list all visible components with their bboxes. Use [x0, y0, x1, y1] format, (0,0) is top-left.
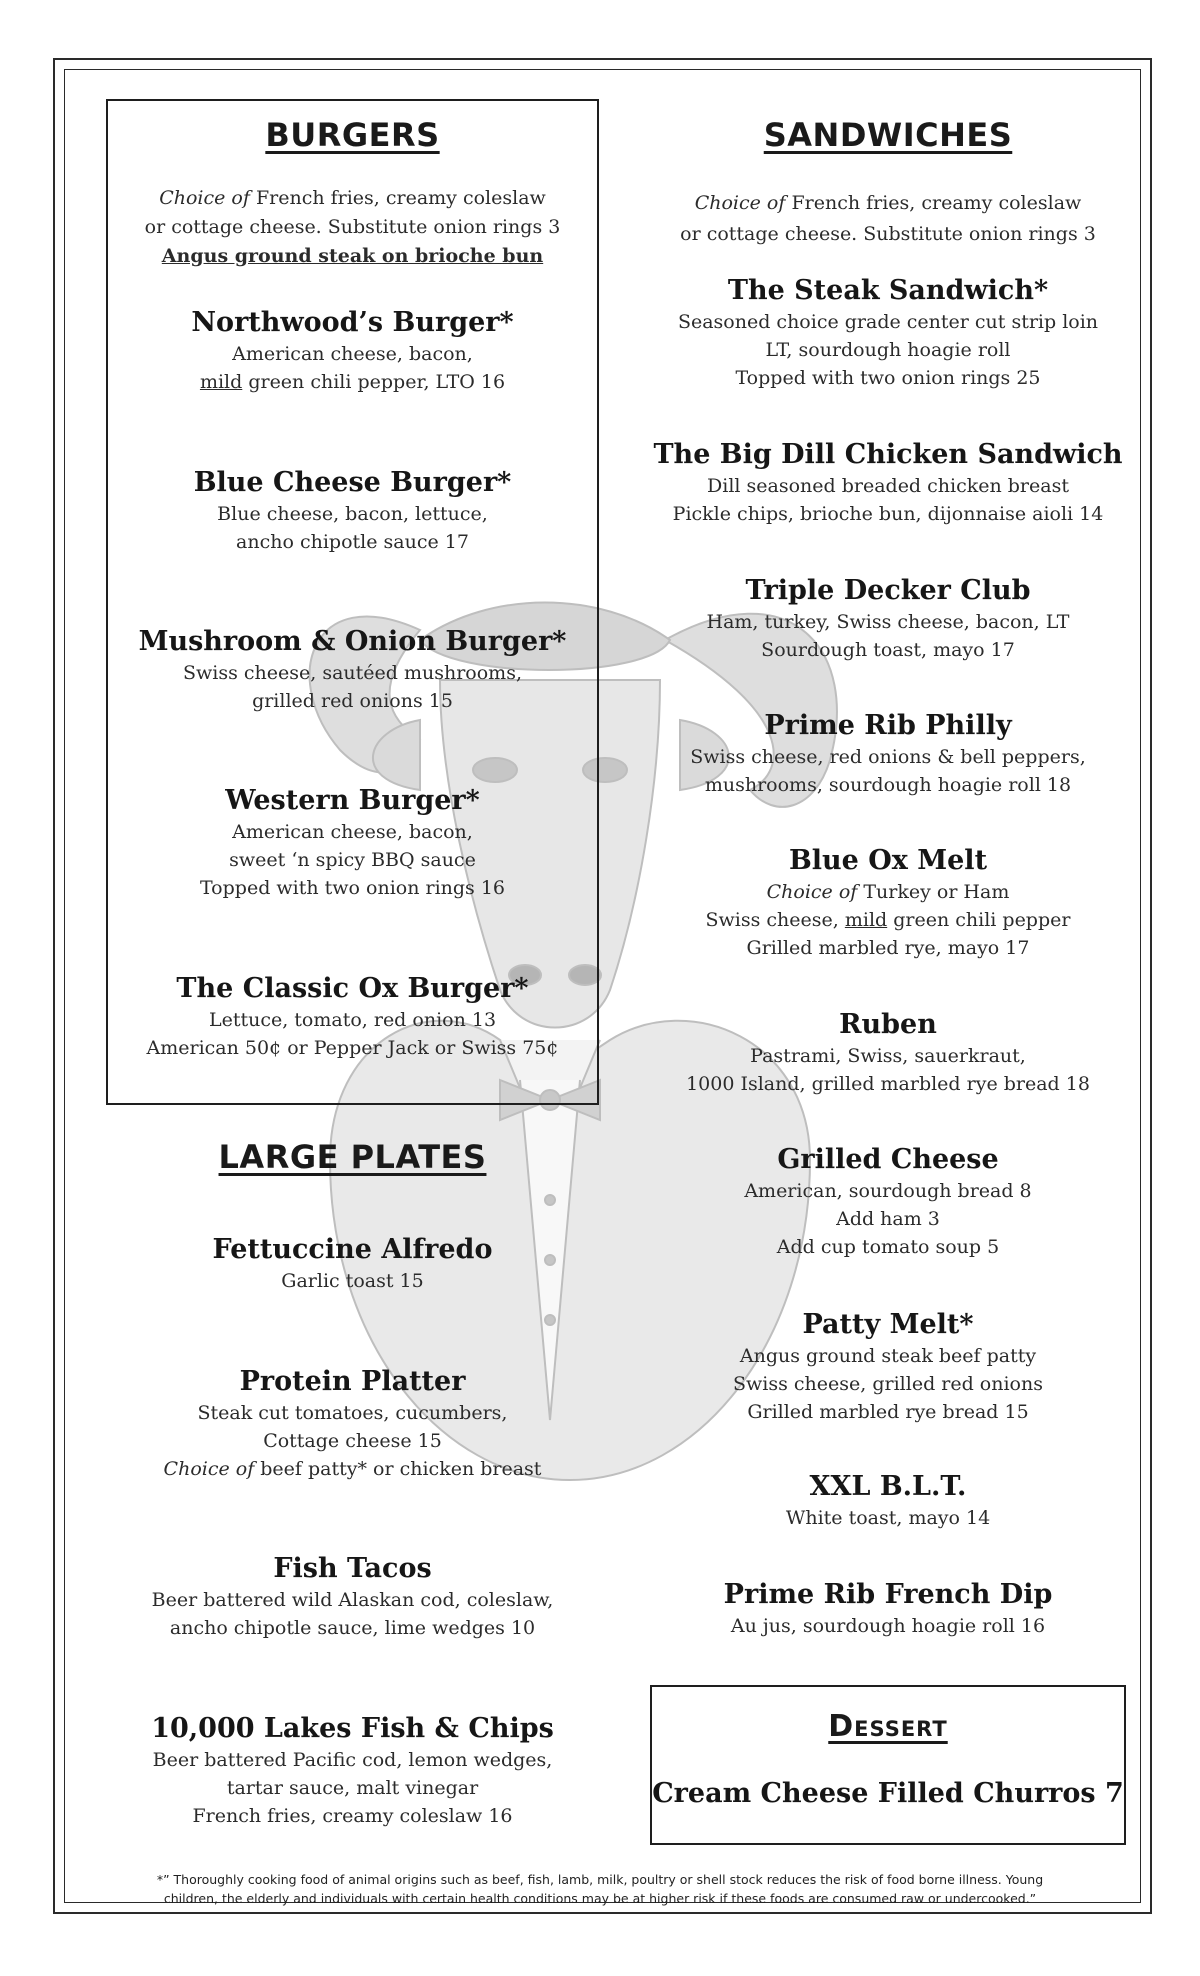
item-desc: tartar sauce, malt vinegar: [226, 1777, 479, 1799]
sandwiches-intro: [620, 188, 1156, 250]
item-desc: Steak cut tomatoes, cucumbers,: [197, 1402, 508, 1424]
menu-item: [106, 306, 599, 396]
dessert-item: Cream Cheese Filled Churros 7: [652, 1778, 1124, 1809]
burgers-intro: [106, 184, 599, 271]
menu-item: [106, 1365, 599, 1483]
sandwiches-intro-line1: Choice of French fries, creamy coleslaw: [694, 192, 1082, 214]
item-desc: Swiss cheese, sautéed mushrooms,: [183, 662, 522, 684]
item-name: Triple Decker Club: [745, 575, 1031, 606]
item-desc: American cheese, bacon,: [232, 821, 473, 843]
item-desc: Swiss cheese, red onions & bell peppers,: [690, 746, 1086, 768]
item-desc: ancho chipotle sauce 17: [236, 531, 469, 553]
item-desc: Grilled marbled rye, mayo 17: [746, 937, 1030, 959]
item-desc: Lettuce, tomato, red onion 13: [208, 1009, 497, 1031]
item-desc: Garlic toast 15: [281, 1270, 424, 1292]
item-desc: American, sourdough bread 8: [744, 1180, 1032, 1202]
item-name: 10,000 Lakes Fish & Chips: [151, 1713, 554, 1744]
item-name: Blue Ox Melt: [788, 845, 988, 876]
item-name: Prime Rib French Dip: [723, 1579, 1053, 1610]
item-desc: sweet ‘n spicy BBQ sauce: [229, 849, 476, 871]
item-desc: Au jus, sourdough hoagie roll 16: [730, 1615, 1046, 1637]
item-desc: ancho chipotle sauce, lime wedges 10: [169, 1617, 536, 1639]
item-desc: Dill seasoned breaded chicken breast: [707, 475, 1069, 497]
menu-item: [620, 844, 1156, 962]
item-desc: American cheese, bacon,: [232, 343, 473, 365]
item-name: Patty Melt*: [802, 1309, 974, 1340]
item-desc: Pickle chips, brioche bun, dijonnaise aioli 14: [672, 503, 1104, 525]
sandwiches-intro-line2: or cottage cheese. Substitute onion rings 3: [680, 223, 1096, 245]
menu-item: [106, 1233, 599, 1295]
item-name: Prime Rib Philly: [764, 710, 1012, 741]
item-desc: Pastrami, Swiss, sauerkraut,: [750, 1045, 1026, 1067]
menu-item: [620, 709, 1156, 799]
item-desc: Add cup tomato soup 5: [776, 1236, 1000, 1258]
item-desc: Swiss cheese, mild green chili pepper: [705, 909, 1071, 931]
menu-item: [106, 784, 599, 902]
item-name: The Steak Sandwich*: [727, 275, 1049, 306]
item-desc: Seasoned choice grade center cut strip loin: [677, 311, 1099, 333]
item-desc: White toast, mayo 14: [785, 1507, 991, 1529]
item-name: The Big Dill Chicken Sandwich: [653, 439, 1123, 470]
item-desc: Topped with two onion rings 16: [199, 877, 506, 899]
menu-item: [620, 274, 1156, 392]
item-desc: grilled red onions 15: [252, 690, 453, 712]
dessert-heading: Dessert: [828, 1709, 948, 1744]
item-desc: Add ham 3: [836, 1208, 940, 1230]
item-name: Northwood’s Burger*: [191, 307, 514, 338]
menu-item: [106, 625, 599, 715]
menu-item: [620, 1143, 1156, 1261]
item-desc: mushrooms, sourdough hoagie roll 18: [704, 774, 1072, 796]
item-name: Blue Cheese Burger*: [193, 467, 512, 498]
item-desc: mild green chili pepper, LTO 16: [199, 371, 506, 393]
menu-item: [106, 1552, 599, 1642]
item-desc: Ham, turkey, Swiss cheese, bacon, LT: [706, 611, 1070, 633]
item-name: Mushroom & Onion Burger*: [138, 626, 567, 657]
menu-item: [620, 574, 1156, 664]
item-desc: Grilled marbled rye bread 15: [747, 1401, 1029, 1423]
item-desc: Choice of Turkey or Ham: [766, 881, 1010, 903]
sandwiches-heading: SANDWICHES: [763, 116, 1013, 154]
item-desc: 1000 Island, grilled marbled rye bread 18: [686, 1073, 1090, 1095]
menu-item: [106, 972, 599, 1062]
item-desc: Topped with two onion rings 25: [735, 367, 1041, 389]
item-name: Protein Platter: [239, 1366, 466, 1397]
item-name: The Classic Ox Burger*: [176, 973, 529, 1004]
item-desc: Sourdough toast, mayo 17: [761, 639, 1015, 661]
item-desc: LT, sourdough hoagie roll: [765, 339, 1011, 361]
menu-item: [620, 1008, 1156, 1098]
item-name: Ruben: [839, 1009, 937, 1040]
item-desc: French fries, creamy coleslaw 16: [192, 1805, 513, 1827]
footnote-line: *” Thoroughly cooking food of animal origins such as beef, fish, lamb, milk, poultry or shell stock reduces the risk of food borne illness. Young: [156, 1872, 1044, 1887]
item-desc: Blue cheese, bacon, lettuce,: [217, 503, 488, 525]
menu-item: [620, 438, 1156, 528]
choice-of-label: Choice of: [694, 192, 786, 214]
burgers-intro-line1: Choice of French fries, creamy coleslaw: [159, 187, 546, 209]
item-desc: Cottage cheese 15: [263, 1430, 442, 1452]
menu-item: [620, 1578, 1156, 1640]
item-desc: Beer battered wild Alaskan cod, coleslaw,: [151, 1589, 554, 1611]
item-name: Grilled Cheese: [777, 1144, 999, 1175]
menu-item: [620, 1470, 1156, 1532]
item-desc: Swiss cheese, grilled red onions: [733, 1373, 1043, 1395]
food-safety-footnote: [120, 1870, 1080, 1908]
item-desc: American 50¢ or Pepper Jack or Swiss 75¢: [146, 1037, 559, 1059]
menu-item: [106, 466, 599, 556]
item-desc: Beer battered Pacific cod, lemon wedges,: [152, 1749, 553, 1771]
choice-of-label: Choice of: [159, 187, 250, 209]
large-plates-heading: LARGE PLATES: [218, 1138, 487, 1176]
item-desc: Angus ground steak beef patty: [739, 1345, 1037, 1367]
item-name: Western Burger*: [225, 785, 480, 816]
footnote-line: children, the elderly and individuals with certain health conditions may be at higher risk if these foods are consumed raw or undercooked.”: [163, 1891, 1037, 1906]
item-desc: Choice of beef patty* or chicken breast: [163, 1458, 542, 1480]
menu-item: [620, 1308, 1156, 1426]
burgers-intro-line3: Angus ground steak on brioche bun: [161, 245, 544, 267]
burgers-heading: BURGERS: [265, 116, 440, 154]
item-name: Fish Tacos: [273, 1553, 432, 1584]
item-name: Fettuccine Alfredo: [212, 1234, 493, 1265]
item-name: XXL B.L.T.: [809, 1471, 967, 1502]
burgers-intro-line2: or cottage cheese. Substitute onion rings 3: [144, 216, 561, 238]
menu-item: [106, 1712, 599, 1830]
